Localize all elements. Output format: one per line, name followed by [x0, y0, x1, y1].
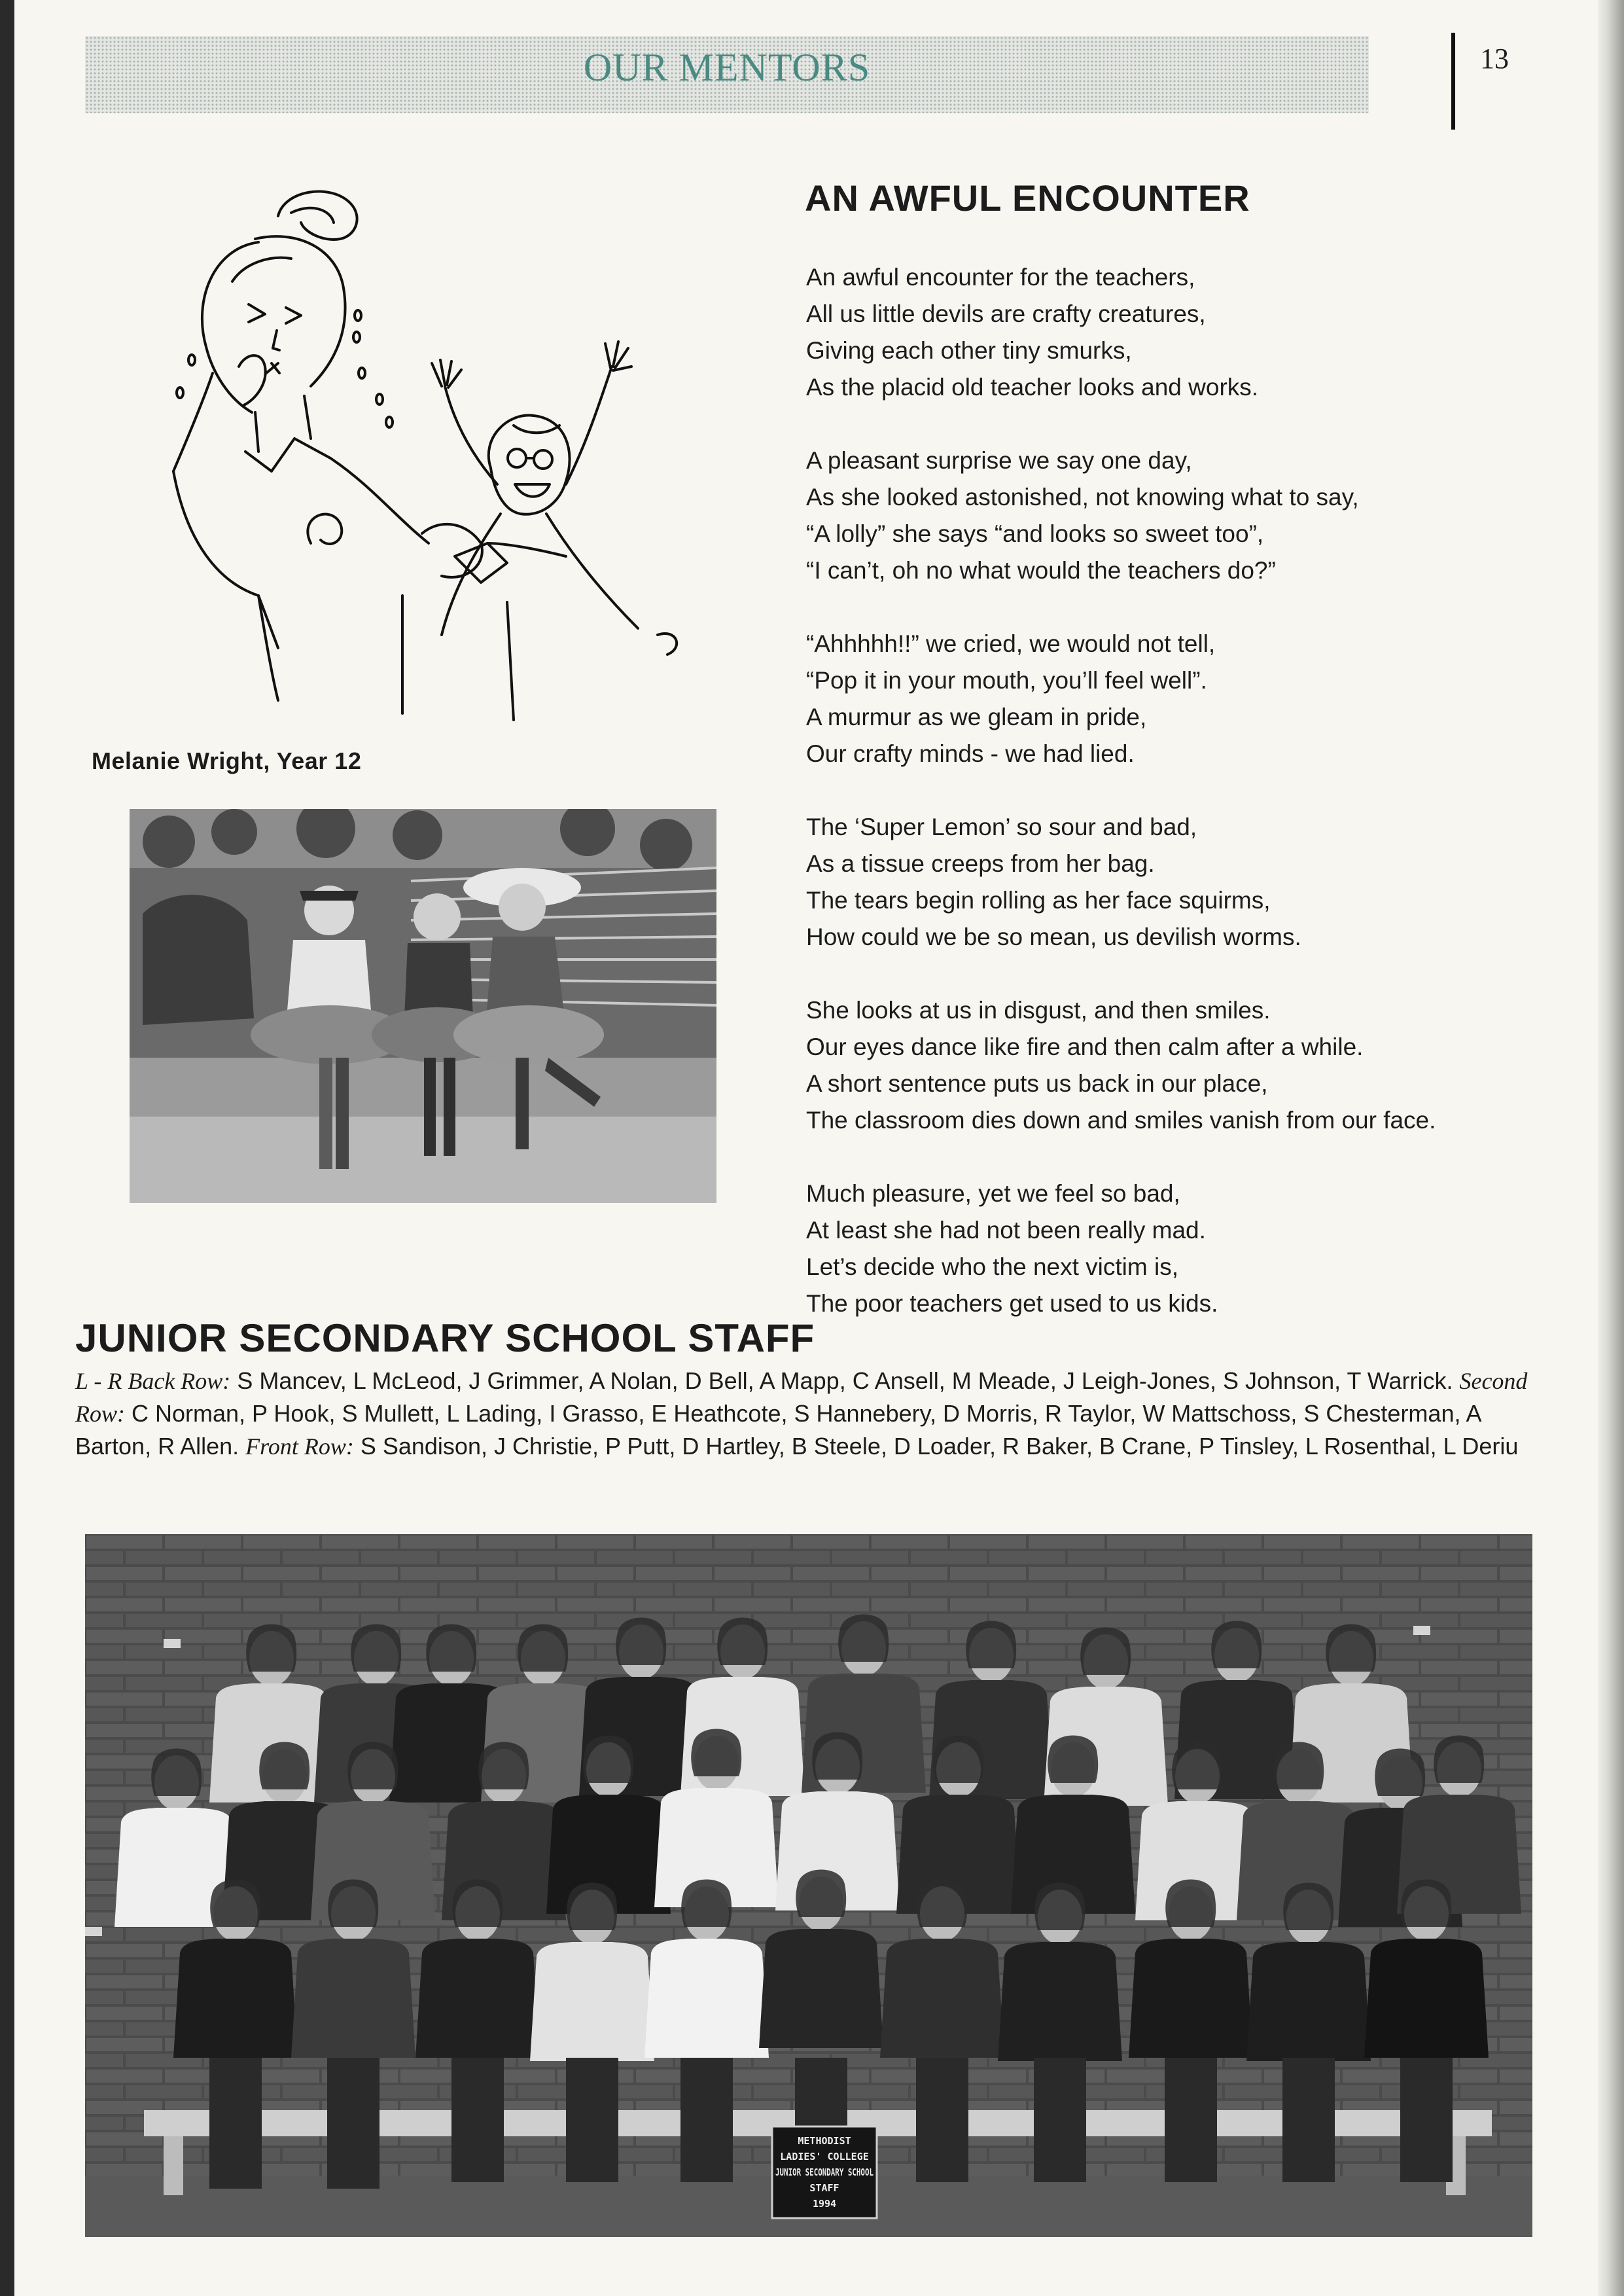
poem-line: The classroom dies down and smiles vanish from our face. [806, 1107, 1436, 1134]
staff-group-photo [85, 1534, 1532, 2237]
poem-stanza [806, 442, 1493, 589]
back-row-names: S Mancev, L McLeod, J Grimmer, A Nolan, D Bell, A Mapp, C Ansell, M Meade, J Leigh-Jones, S Johnson, T Warrick. [237, 1367, 1453, 1394]
costume-photo [130, 809, 716, 1203]
staff-title: JUNIOR SECONDARY SCHOOL STAFF [75, 1316, 815, 1360]
sign-line: JUNIOR SECONDARY SCHOOL [775, 2166, 874, 2178]
poem-line: Our eyes dance like fire and then calm after a while. [806, 1033, 1364, 1060]
poem-line: How could we be so mean, us devilish worms. [806, 924, 1301, 950]
poem-line: A short sentence puts us back in our place, [806, 1070, 1268, 1097]
poem-stanza [806, 1175, 1493, 1322]
sign-line: LADIES' COLLEGE [780, 2151, 869, 2162]
poem-line: A murmur as we gleam in pride, [806, 704, 1147, 730]
poem-stanza [806, 259, 1493, 406]
poem-line: An awful encounter for the teachers, [806, 264, 1195, 291]
section-banner [85, 36, 1369, 113]
sketch-caption: Melanie Wright, Year 12 [92, 747, 362, 774]
sign-line: STAFF [809, 2182, 839, 2194]
staff-caption [75, 1365, 1534, 1463]
page-number: 13 [1480, 43, 1509, 75]
section-title: OUR MENTORS [583, 46, 871, 89]
poem-line: All us little devils are crafty creatures, [806, 300, 1206, 327]
second-row-names: C Norman, P Hook, S Mullett, L Lading, I Grasso, E Heathcote, S Hannebery, D Morris, R Taylor, W Mattschoss, S Chesterman, A Barton, R Allen. [75, 1400, 1481, 1460]
poem-title: AN AWFUL ENCOUNTER [805, 177, 1250, 219]
poem-line: As she looked astonished, not knowing what to say, [806, 484, 1359, 511]
front-row-names: S Sandison, J Christie, P Putt, D Hartley, B Steele, D Loader, R Baker, B Crane, P Tinsley, L Rosenthal, L Deriu [360, 1433, 1519, 1460]
poem-line: “Pop it in your mouth, you’ll feel well”. [806, 667, 1207, 694]
poem-line: “A lolly” she says “and looks so sweet too”, [806, 520, 1264, 547]
sign-line: 1994 [812, 2198, 837, 2210]
front-row-label: Front Row: [245, 1433, 354, 1460]
poem-line: “Ahhhhh!!” we cried, we would not tell, [806, 630, 1216, 657]
poem-line: Our crafty minds - we had lied. [806, 740, 1135, 767]
page-right-edge [1598, 0, 1624, 2296]
cartoon-sketch [115, 177, 743, 779]
poem-stanza [806, 992, 1493, 1139]
page-number-rule [1451, 33, 1455, 130]
poem-line: A pleasant surprise we say one day, [806, 447, 1192, 474]
poem-line: She looks at us in disgust, and then smiles. [806, 997, 1271, 1024]
sign-line: METHODIST [798, 2135, 851, 2147]
poem-line: Much pleasure, yet we feel so bad, [806, 1180, 1180, 1207]
poem-stanza [806, 809, 1493, 956]
poem-line: The tears begin rolling as her face squirms, [806, 887, 1271, 914]
poem-body [806, 259, 1493, 1322]
poem-line: As the placid old teacher looks and works. [806, 374, 1259, 401]
poem-stanza [806, 626, 1493, 772]
poem-line: Let’s decide who the next victim is, [806, 1253, 1178, 1280]
back-row-label: L - R Back Row: [75, 1368, 231, 1394]
page-left-edge [0, 0, 14, 2296]
poem-line: The ‘Super Lemon’ so sour and bad, [806, 814, 1197, 840]
poem-line: At least she had not been really mad. [806, 1217, 1206, 1244]
poem-line: “I can’t, oh no what would the teachers do?” [806, 557, 1276, 584]
poem-line: Giving each other tiny smurks, [806, 337, 1132, 364]
poem-line: The poor teachers get used to us kids. [806, 1290, 1218, 1317]
poem-line: As a tissue creeps from her bag. [806, 850, 1155, 877]
second-row-label: Second Row: [75, 1368, 1528, 1427]
